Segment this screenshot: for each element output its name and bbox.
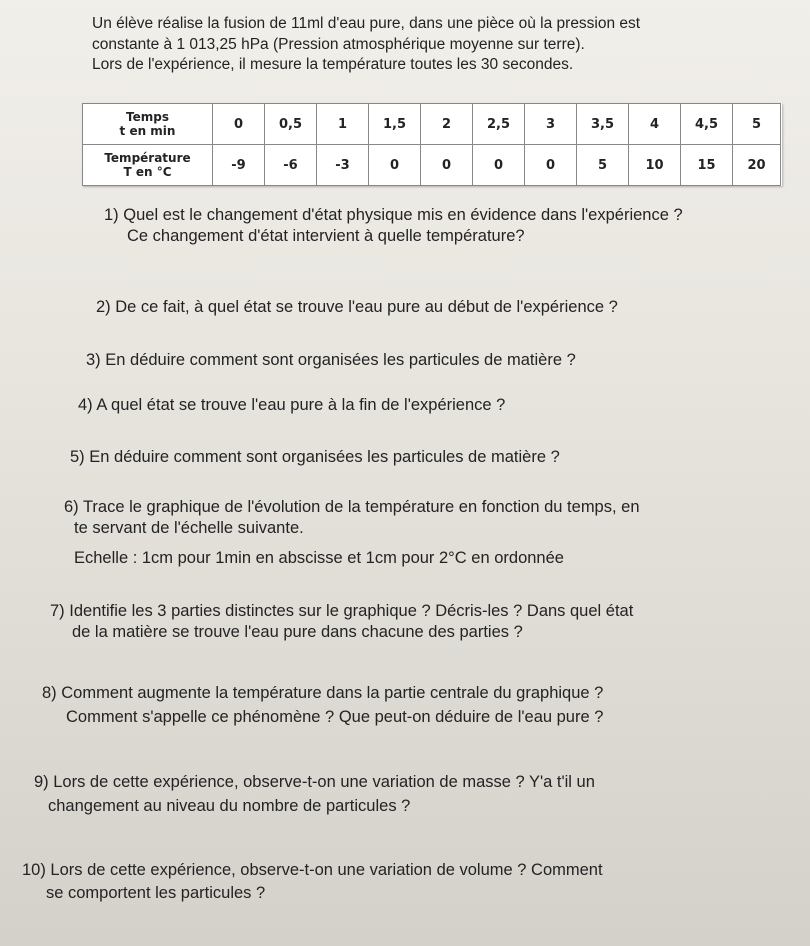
question-1-line-2: Ce changement d'état intervient à quelle température? bbox=[127, 227, 525, 245]
temperature-cell: 0 bbox=[369, 145, 421, 186]
time-cell: 3,5 bbox=[577, 104, 629, 145]
question-9 bbox=[34, 772, 595, 817]
temperature-header bbox=[83, 145, 213, 186]
time-cell: 0,5 bbox=[265, 104, 317, 145]
question-7 bbox=[50, 601, 633, 643]
time-cell: 3 bbox=[525, 104, 577, 145]
time-cell: 1 bbox=[317, 104, 369, 145]
time-cell: 2 bbox=[421, 104, 473, 145]
temperature-cell: 20 bbox=[733, 145, 781, 186]
temperature-cell: 10 bbox=[629, 145, 681, 186]
temperature-cell: 0 bbox=[473, 145, 525, 186]
question-8-line-1: 8) Comment augmente la température dans la partie centrale du graphique ? bbox=[42, 684, 604, 702]
question-7-line-2: de la matière se trouve l'eau pure dans chacune des parties ? bbox=[72, 623, 523, 641]
intro-line-1: Un élève réalise la fusion de 11ml d'eau pure, dans une pièce où la pression est bbox=[92, 15, 641, 32]
time-header-line-2: t en min bbox=[119, 124, 176, 138]
question-6 bbox=[64, 497, 640, 569]
table-row-temperature bbox=[83, 145, 781, 186]
temperature-header-line-2: T en °C bbox=[123, 165, 172, 179]
question-6-scale: Echelle : 1cm pour 1min en abscisse et 1cm pour 2°C en ordonnée bbox=[74, 549, 564, 567]
question-6-line-2: te servant de l'échelle suivante. bbox=[74, 519, 304, 537]
temperature-cell: 0 bbox=[421, 145, 473, 186]
temperature-cell: 0 bbox=[525, 145, 577, 186]
time-header-line-1: Temps bbox=[126, 110, 169, 124]
time-cell: 5 bbox=[733, 104, 781, 145]
time-cell: 0 bbox=[213, 104, 265, 145]
question-5: 5) En déduire comment sont organisées les particules de matière ? bbox=[70, 448, 560, 466]
question-2: 2) De ce fait, à quel état se trouve l'eau pure au début de l'expérience ? bbox=[96, 298, 618, 316]
question-4: 4) A quel état se trouve l'eau pure à la fin de l'expérience ? bbox=[78, 396, 506, 414]
time-cell: 4 bbox=[629, 104, 681, 145]
table-row-time bbox=[83, 104, 781, 145]
intro-line-2: constante à 1 013,25 hPa (Pression atmosphérique moyenne sur terre). bbox=[92, 35, 585, 53]
question-7-line-1: 7) Identifie les 3 parties distinctes sur le graphique ? Décris-les ? Dans quel état bbox=[50, 602, 634, 620]
question-6-line-1: 6) Trace le graphique de l'évolution de la température en fonction du temps, en bbox=[64, 498, 640, 516]
intro-line-3: Lors de l'expérience, il mesure la température toutes les 30 secondes. bbox=[92, 56, 574, 73]
question-3: 3) En déduire comment sont organisées les particules de matière ? bbox=[86, 351, 576, 369]
question-1-line-1: 1) Quel est le changement d'état physique mis en évidence dans l'expérience ? bbox=[104, 206, 683, 224]
temperature-cell: 15 bbox=[681, 145, 733, 186]
temperature-cell: -6 bbox=[265, 145, 317, 186]
temperature-header-line-1: Température bbox=[104, 151, 191, 165]
temperature-cell: -3 bbox=[317, 145, 369, 186]
data-table bbox=[82, 103, 782, 186]
time-cell: 1,5 bbox=[369, 104, 421, 145]
question-8 bbox=[42, 683, 603, 728]
question-10-line-1: 10) Lors de cette expérience, observe-t-on une variation de volume ? Comment bbox=[22, 861, 603, 879]
time-header bbox=[83, 104, 213, 145]
question-10-line-2: se comportent les particules ? bbox=[46, 884, 266, 902]
temperature-cell: 5 bbox=[577, 145, 629, 186]
intro-paragraph bbox=[92, 14, 792, 76]
question-9-line-2: changement au niveau du nombre de particules ? bbox=[48, 797, 411, 815]
temperature-cell: -9 bbox=[213, 145, 265, 186]
time-cell: 2,5 bbox=[473, 104, 525, 145]
question-8-line-2: Comment s'appelle ce phénomène ? Que peut-on déduire de l'eau pure ? bbox=[66, 708, 604, 726]
question-10 bbox=[22, 860, 603, 904]
question-1 bbox=[104, 205, 683, 247]
time-cell: 4,5 bbox=[681, 104, 733, 145]
question-9-line-1: 9) Lors de cette expérience, observe-t-on une variation de masse ? Y'a t'il un bbox=[34, 773, 595, 791]
